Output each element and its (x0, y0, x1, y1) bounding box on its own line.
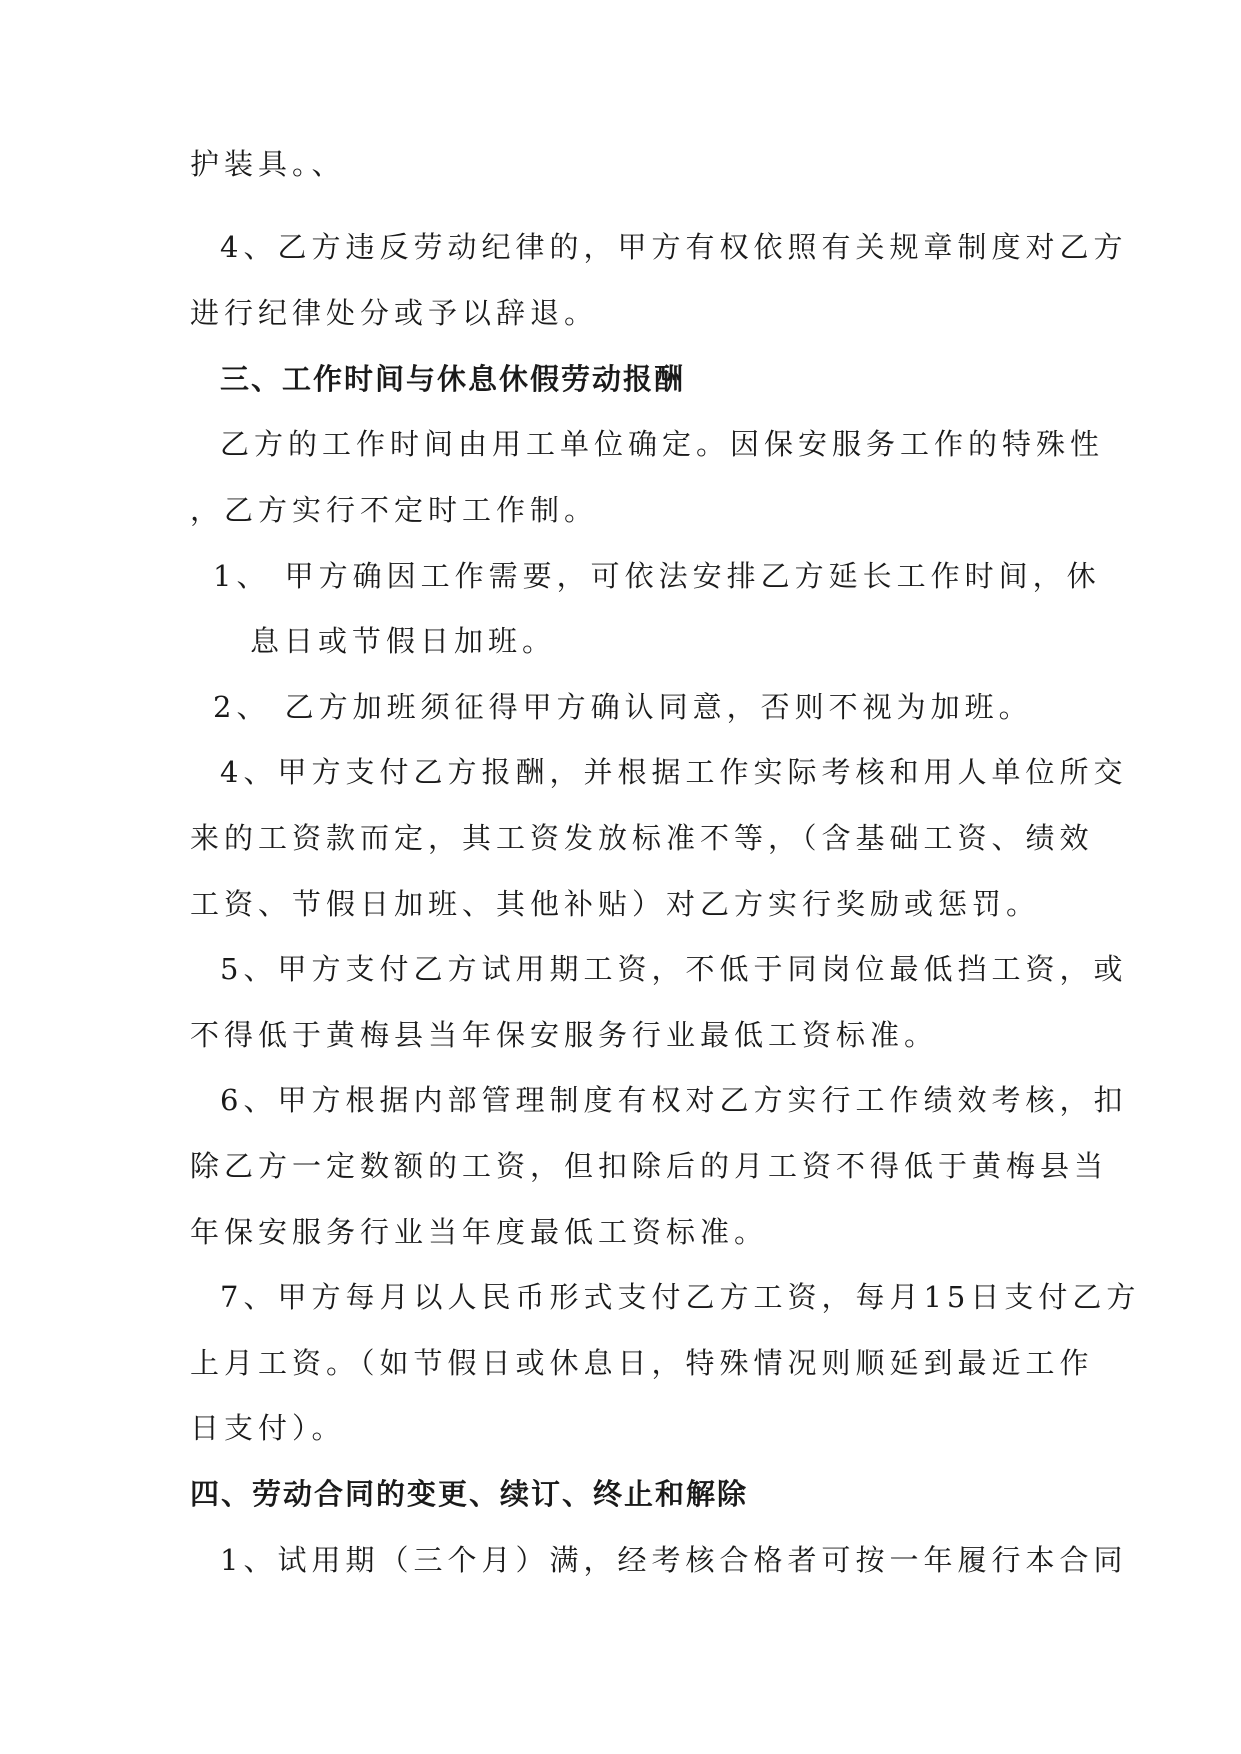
text-line: ，乙方实行不定时工作制。 (190, 493, 599, 527)
text-line: 息日或节假日加班。 (250, 624, 557, 658)
text-line: 1、试用期（三个月）满，经考核合格者可按一年履行本合同 (220, 1543, 1128, 1577)
text-line: 护装具。、 (190, 147, 346, 181)
section-heading: 四、劳动合同的变更、续订、终止和解除 (190, 1477, 749, 1511)
text-line: 上月工资。（如节假日或休息日，特殊情况则顺延到最近工作 (190, 1346, 1094, 1380)
text-line: 日支付）。 (190, 1411, 346, 1445)
text-line: 4、乙方违反劳动纪律的，甲方有权依照有关规章制度对乙方 (220, 230, 1128, 264)
text-line: 工资、节假日加班、其他补贴）对乙方实行奖励或惩罚。 (190, 887, 1041, 921)
text-line: 乙方的工作时间由用工单位确定。因保安服务工作的特殊性 (220, 427, 1105, 461)
text-line: 4、甲方支付乙方报酬，并根据工作实际考核和用人单位所交 (220, 755, 1128, 789)
text-line: 不得低于黄梅县当年保安服务行业最低工资标准。 (190, 1018, 939, 1052)
text-line: 6、甲方根据内部管理制度有权对乙方实行工作绩效考核，扣 (220, 1083, 1128, 1117)
text-line: 除乙方一定数额的工资，但扣除后的月工资不得低于黄梅县当 (190, 1149, 1109, 1183)
text-line: 来的工资款而定，其工资发放标准不等，（含基础工资、绩效 (190, 821, 1094, 855)
text-line: 年保安服务行业当年度最低工资标准。 (190, 1215, 769, 1249)
text-line: 2、 乙方加班须征得甲方确认同意，否则不视为加班。 (213, 690, 1033, 724)
text-line: 进行纪律处分或予以辞退。 (190, 296, 599, 330)
section-heading: 三、工作时间与休息休假劳动报酬 (220, 362, 686, 396)
text-line: 1、 甲方确因工作需要，可依法安排乙方延长工作时间，休 (213, 559, 1101, 593)
text-line: 7、甲方每月以人民币形式支付乙方工资，每月15日支付乙方 (220, 1280, 1141, 1314)
text-line: 5、甲方支付乙方试用期工资，不低于同岗位最低挡工资，或 (220, 952, 1128, 986)
